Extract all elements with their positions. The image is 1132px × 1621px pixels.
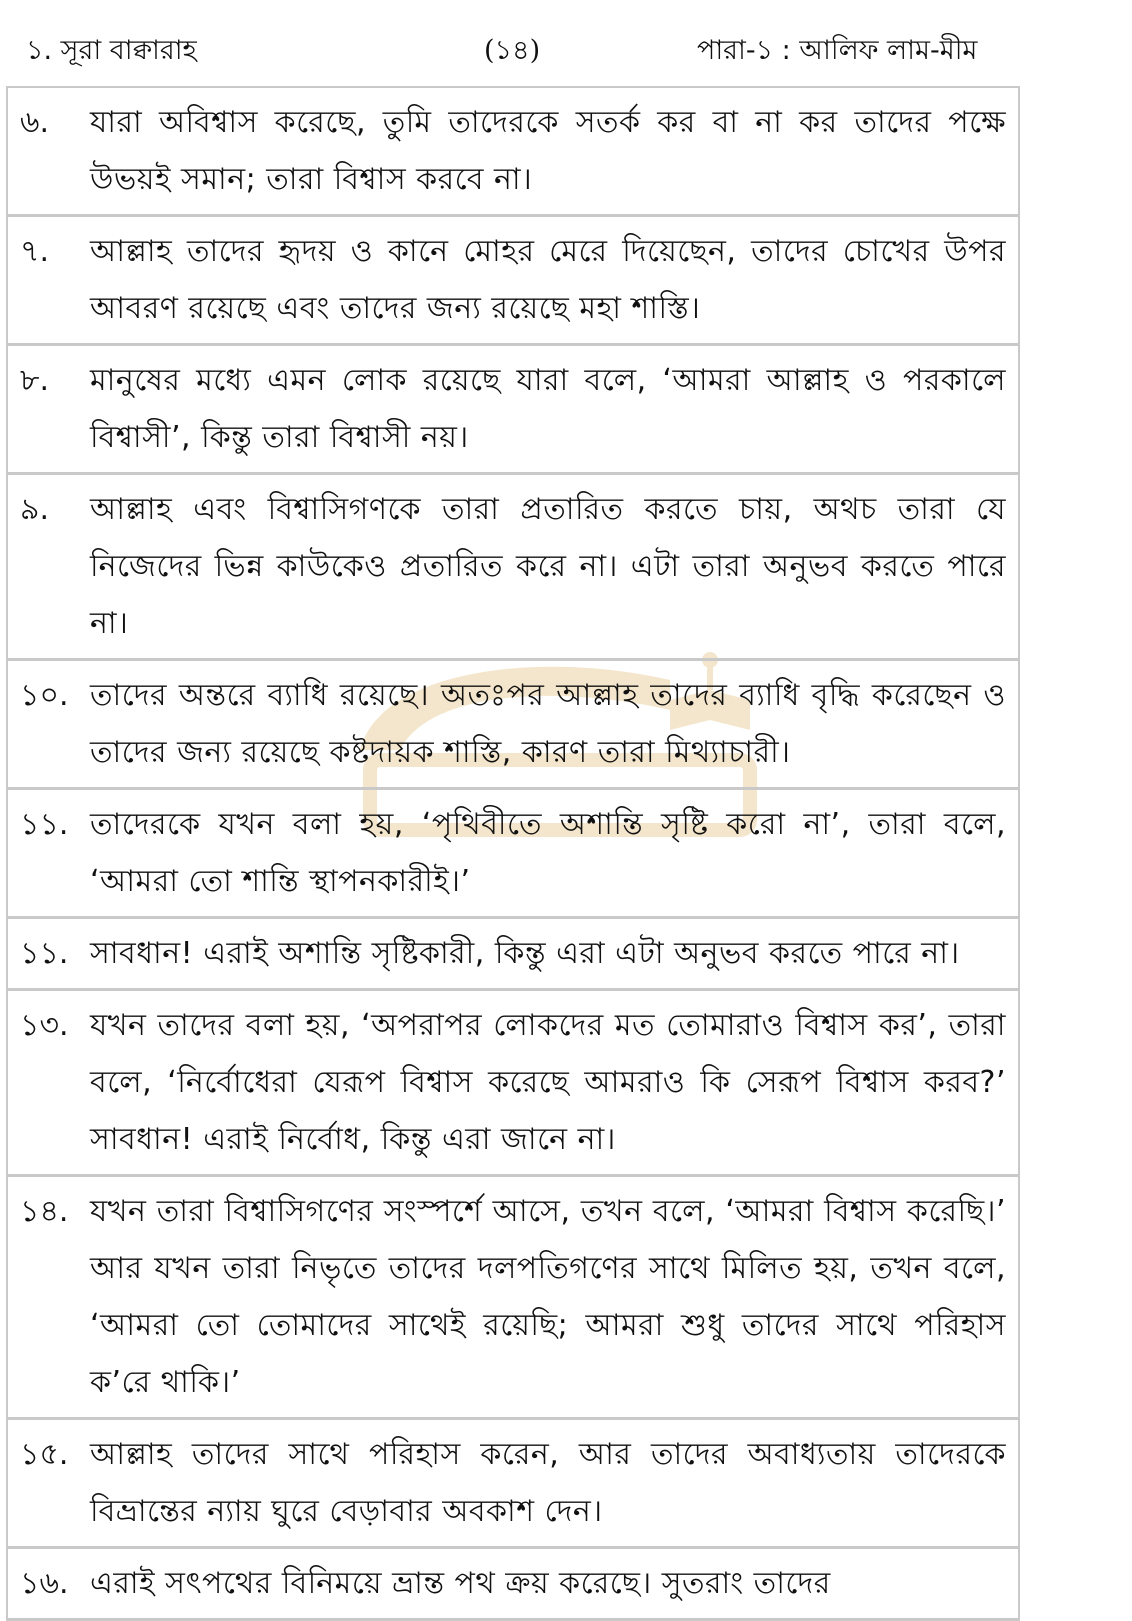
page-header <box>0 30 1132 80</box>
para-title: পারা-১ : আলিফ লাম-মীম <box>697 35 978 66</box>
verse-text: আল্লাহ এবং বিশ্বাসিগণকে তারা প্রতারিত করতে চায়, অথচ তারা যে নিজেদের ভিন্ন কাউকেও প্রতারিত করে না। এটা তারা অনুভব করতে পারে না। <box>90 492 1006 641</box>
verse-number: ১৪. <box>20 1194 69 1229</box>
verse-row <box>6 790 1020 919</box>
verse-row <box>6 217 1020 346</box>
verse-row <box>6 1177 1020 1420</box>
verse-text: যখন তারা বিশ্বাসিগণের সংস্পর্শে আসে, তখন বলে, ‘আমরা বিশ্বাস করেছি।’ আর যখন তারা নিভৃতে তাদের দলপতিগণের সাথে মিলিত হয়, তখন বলে, ‘আমরা তো তোমাদের সাথেই রয়েছি; আমরা শুধু তাদের সাথে পরিহাস ক’রে থাকি।’ <box>90 1194 1006 1400</box>
verse-number: ১১. <box>20 807 69 842</box>
verse-text: এরাই সৎপথের বিনিময়ে ভ্রান্ত পথ ক্রয় করেছে। সুতরাং তাদের <box>90 1566 831 1601</box>
verse-table <box>6 86 1020 1621</box>
verse-text: তাদেরকে যখন বলা হয়, ‘পৃথিবীতে অশান্তি সৃষ্টি করো না’, তারা বলে, ‘আমরা তো শান্তি স্থাপনকারীই।’ <box>90 807 1006 899</box>
verse-row <box>6 346 1020 475</box>
verse-text: আল্লাহ তাদের সাথে পরিহাস করেন, আর তাদের অবাধ্যতায় তাদেরকে বিভ্রান্তের ন্যায় ঘুরে বেড়াবার অবকাশ দেন। <box>90 1437 1006 1529</box>
verse-text: যখন তাদের বলা হয়, ‘অপরাপর লোকদের মত তোমারাও বিশ্বাস কর’, তারা বলে, ‘নির্বোধেরা যেরূপ বিশ্বাস করেছে আমরাও কি সেরূপ বিশ্বাস করব?’ সাবধান! এরাই নির্বোধ, কিন্তু এরা জানে না। <box>90 1008 1006 1157</box>
verse-text: সাবধান! এরাই অশান্তি সৃষ্টিকারী, কিন্তু এরা এটা অনুভব করতে পারে না। <box>90 936 960 971</box>
verse-number: ৯. <box>20 492 50 527</box>
verse-text: আল্লাহ তাদের হৃদয় ও কানে মোহর মেরে দিয়েছেন, তাদের চোখের উপর আবরণ রয়েছে এবং তাদের জন্য রয়েছে মহা শাস্তি। <box>90 234 1006 326</box>
verse-row <box>6 88 1020 217</box>
verse-row <box>6 919 1020 991</box>
verse-number: ১০. <box>20 678 69 713</box>
verse-number: ৮. <box>20 363 50 398</box>
page-number: (১৪) <box>484 35 541 66</box>
verse-row <box>6 991 1020 1177</box>
verse-number: ১৫. <box>20 1437 69 1472</box>
verse-text: মানুষের মধ্যে এমন লোক রয়েছে যারা বলে, ‘আমরা আল্লাহ ও পরকালে বিশ্বাসী’, কিন্তু তারা বিশ্বাসী নয়। <box>90 363 1006 455</box>
verse-number: ৭. <box>20 234 50 269</box>
verse-number: ১৬. <box>20 1566 69 1601</box>
verse-row <box>6 661 1020 790</box>
verse-row <box>6 475 1020 661</box>
verse-row <box>6 1549 1020 1621</box>
verse-number: ৬. <box>20 105 50 140</box>
verse-text: যারা অবিশ্বাস করেছে, তুমি তাদেরকে সতর্ক কর বা না কর তাদের পক্ষে উভয়ই সমান; তারা বিশ্বাস করবে না। <box>90 105 1006 197</box>
verse-text: তাদের অন্তরে ব্যাধি রয়েছে। অতঃপর আল্লাহ তাদের ব্যাধি বৃদ্ধি করেছেন ও তাদের জন্য রয়েছে কষ্টদায়ক শাস্তি, কারণ তারা মিথ্যাচারী। <box>90 678 1006 770</box>
surah-title: ১. সূরা বাক্বারাহ <box>26 35 197 66</box>
verse-number: ১৩. <box>20 1008 69 1043</box>
verse-number: ১১. <box>20 936 69 971</box>
verse-row <box>6 1420 1020 1549</box>
